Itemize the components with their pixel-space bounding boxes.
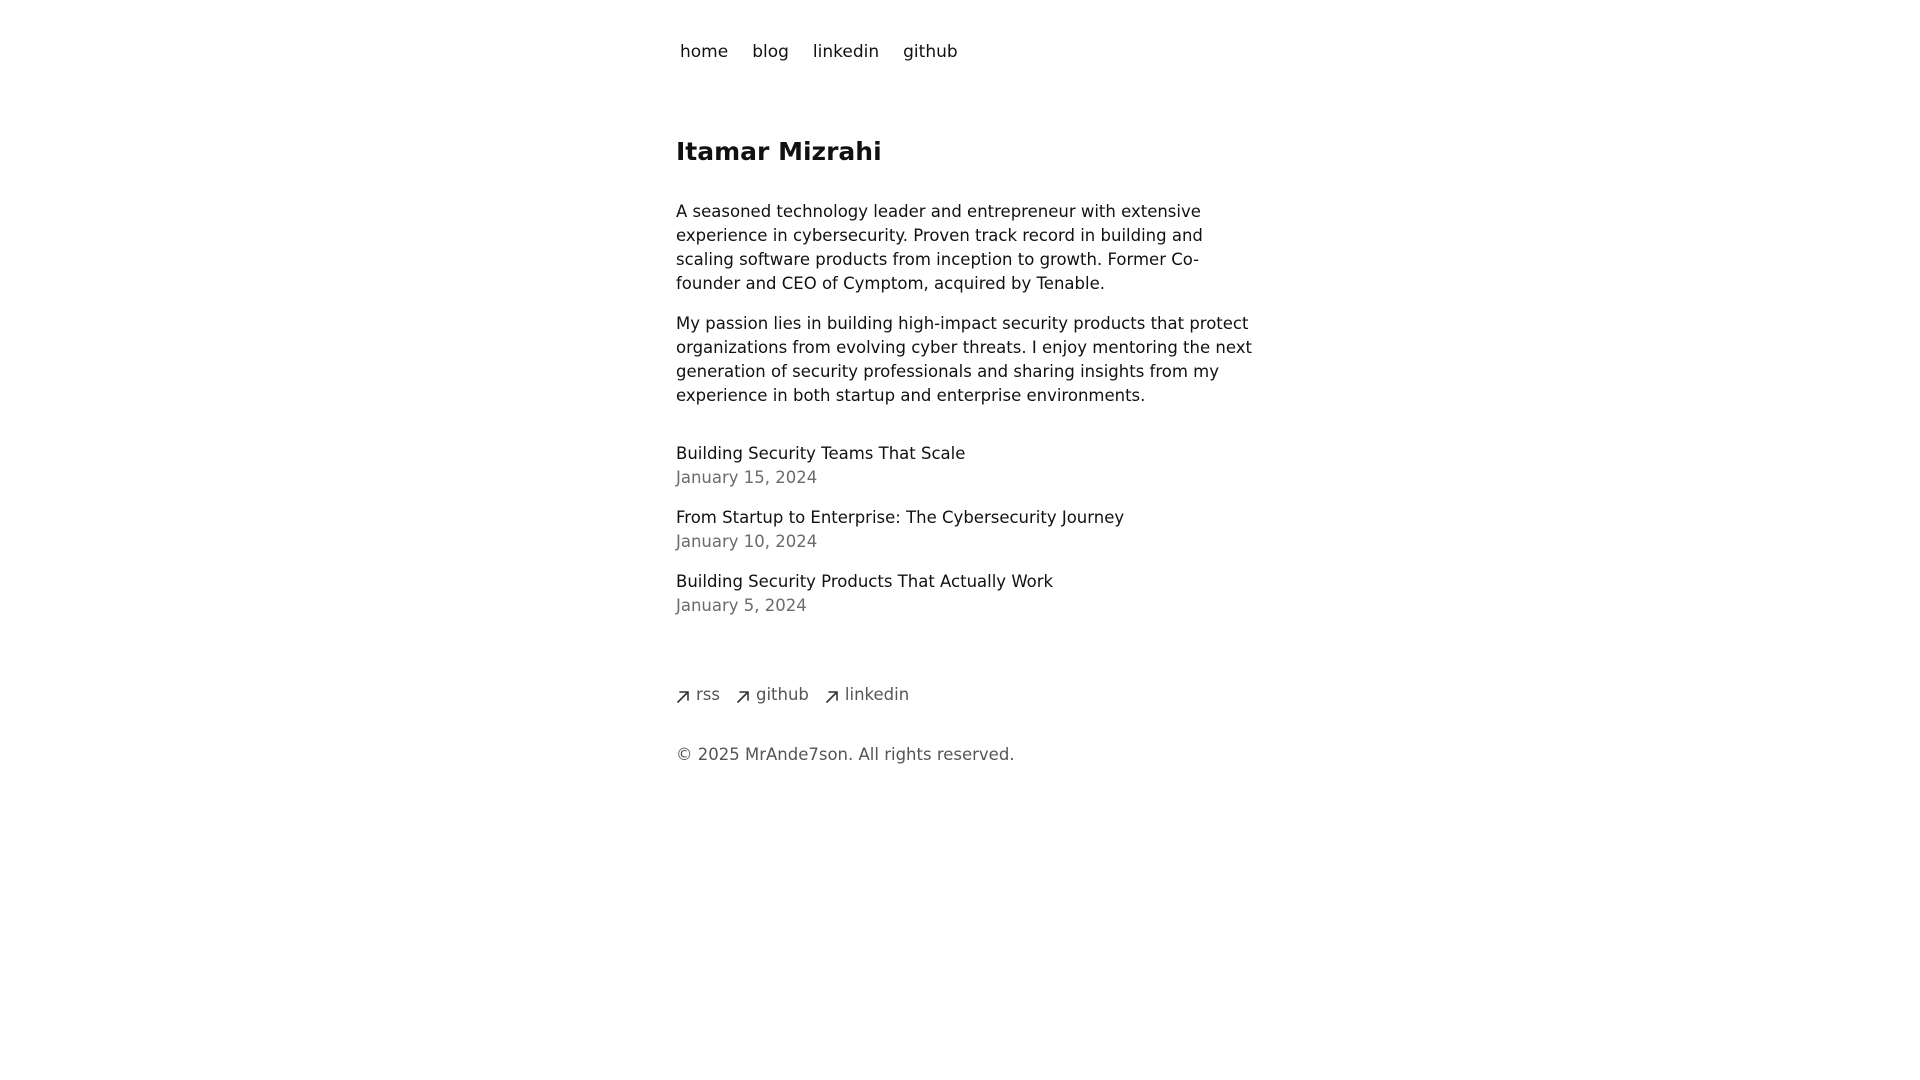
footer-linkedin-link[interactable] xyxy=(825,683,909,707)
nav-blog-link[interactable]: blog xyxy=(752,42,789,62)
top-nav xyxy=(680,40,982,64)
nav-home-link[interactable]: home xyxy=(680,42,729,62)
post-date: January 5, 2024 xyxy=(676,596,807,615)
footer-link-label: rss xyxy=(696,685,720,704)
footer-rss-link[interactable] xyxy=(676,683,720,707)
post-item xyxy=(676,442,1256,490)
post-item xyxy=(676,506,1256,554)
footer-github-link[interactable] xyxy=(736,683,809,707)
post-item xyxy=(676,570,1256,618)
bio-section xyxy=(676,200,1256,424)
nav-linkedin-link[interactable]: linkedin xyxy=(812,42,880,62)
post-date: January 15, 2024 xyxy=(676,468,818,487)
post-title-link[interactable]: Building Security Products That Actually Work xyxy=(676,572,1054,591)
bio-paragraph: A seasoned technology leader and entrepreneur with extensive experience in cybersecurity. Proven track record in building and scaling software products from inception to growth. Former Co-founder and CEO of Cymptom, acquired by Tenable. xyxy=(676,202,1203,293)
page-title: Itamar Mizrahi xyxy=(676,137,882,166)
footer-links xyxy=(676,683,925,707)
nav-github-link[interactable]: github xyxy=(903,42,958,62)
arrow-up-right-icon xyxy=(736,690,750,704)
footer-link-label: github xyxy=(755,685,809,704)
arrow-up-right-icon xyxy=(825,690,839,704)
bio-paragraph: My passion lies in building high-impact security products that protect organizations from evolving cyber threats. I enjoy mentoring the next generation of security professionals and sharing insights from my experience in both startup and enterprise environments. xyxy=(676,314,1252,405)
post-list xyxy=(676,442,1256,634)
arrow-up-right-icon xyxy=(676,690,690,704)
copyright-text: © 2025 MrAnde7son. All rights reserved. xyxy=(676,745,1015,764)
post-date: January 10, 2024 xyxy=(676,532,818,551)
post-title-link[interactable]: Building Security Teams That Scale xyxy=(676,444,966,463)
post-title-link[interactable]: From Startup to Enterprise: The Cybersecurity Journey xyxy=(676,508,1125,527)
footer-link-label: linkedin xyxy=(844,685,910,704)
